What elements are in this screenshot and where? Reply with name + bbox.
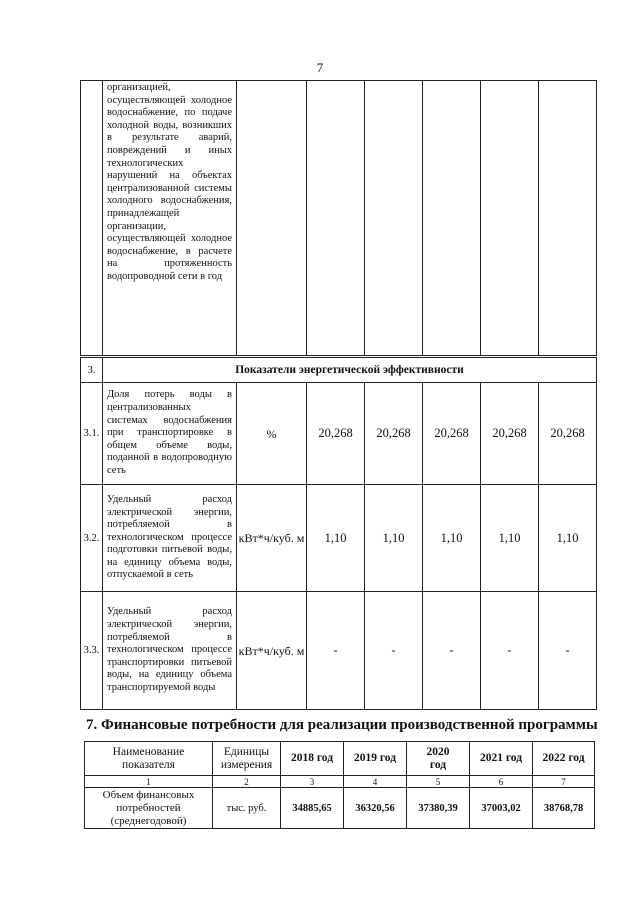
value-2019: -: [365, 592, 423, 710]
value-2019: 20,268: [365, 383, 423, 485]
value-2020: 37380,39: [407, 788, 470, 829]
section-title: Показатели энергетической эффективности: [103, 357, 597, 383]
value-2021: 37003,02: [470, 788, 533, 829]
section-row: [81, 357, 597, 383]
row-number-cell: [81, 81, 103, 357]
header-year-2021: 2021 год: [470, 742, 533, 776]
value-2020: -: [423, 592, 481, 710]
value-2022: 20,268: [539, 383, 597, 485]
financial-needs-table: [84, 741, 595, 829]
value-2022: 1,10: [539, 485, 597, 592]
indicator-description: Удельный расход электрической энергии, потребляемой в технологическом процессе подготовки питьевой воды, на единицу объема воды, отпускаемой в сеть: [103, 485, 237, 592]
index-cell: 5: [407, 776, 470, 788]
value-2018: -: [307, 592, 365, 710]
value-2021: -: [481, 592, 539, 710]
header-name: Наименование показателя: [85, 742, 213, 776]
row-number: 3.2.: [81, 485, 103, 592]
value-2019: 1,10: [365, 485, 423, 592]
index-cell: 7: [533, 776, 595, 788]
value-2021: 1,10: [481, 485, 539, 592]
indicator-unit: кВт*ч/куб. м: [237, 592, 307, 710]
index-cell: 1: [85, 776, 213, 788]
index-row: [85, 776, 595, 788]
indicator-unit: %: [237, 383, 307, 485]
index-cell: 3: [281, 776, 344, 788]
value-2019: 36320,56: [344, 788, 407, 829]
indicator-description: Доля потерь воды в централизованных системах водоснабжения при транспортировке в общем объеме воды, поданной в водопроводную сеть: [103, 383, 237, 485]
index-cell: 4: [344, 776, 407, 788]
header-unit: Единицы измерения: [213, 742, 281, 776]
table-row: [85, 788, 595, 829]
section-7-heading: 7. Финансовые потребности для реализации производственной программы: [86, 717, 598, 733]
table-row: [81, 485, 597, 592]
value-2022: 38768,78: [533, 788, 595, 829]
value-2020: 20,268: [423, 383, 481, 485]
index-cell: 2: [213, 776, 281, 788]
value-2022: -: [539, 592, 597, 710]
value-2021: 20,268: [481, 383, 539, 485]
header-row: [85, 742, 595, 776]
section-number: 3.: [81, 357, 103, 383]
row-number: 3.3.: [81, 592, 103, 710]
table-row: [81, 592, 597, 710]
value-2018: 34885,65: [281, 788, 344, 829]
header-year-2018: 2018 год: [281, 742, 344, 776]
financial-indicator-name: Объем финансовых потребностей (среднегодовой): [85, 788, 213, 829]
value-2018: 1,10: [307, 485, 365, 592]
header-year-2020: 2020 год: [407, 742, 470, 776]
indicators-table: [80, 80, 597, 710]
table-row-continued: [81, 81, 597, 357]
header-year-2022: 2022 год: [533, 742, 595, 776]
financial-indicator-unit: тыс. руб.: [213, 788, 281, 829]
value-2020: 1,10: [423, 485, 481, 592]
page-number: 7: [316, 60, 324, 75]
indicator-description: Удельный расход электрической энергии, потребляемой в технологическом процессе транспортировки питьевой воды, на единицу объема транспортируемой воды: [103, 592, 237, 710]
index-cell: 6: [470, 776, 533, 788]
continued-description: организацией, осуществляющей холодное водоснабжение, по подаче холодной воды, возникших в результате аварий, повреждений и иных технологических нарушений на объектах централизованной системы холодного водоснабжения, принадлежащей организации, осуществляющей холодное водоснабжение, в расчете на протяженность водопроводной сети в год: [103, 81, 237, 357]
indicator-unit: кВт*ч/куб. м: [237, 485, 307, 592]
value-2018: 20,268: [307, 383, 365, 485]
header-year-2019: 2019 год: [344, 742, 407, 776]
table-row: [81, 383, 597, 485]
row-number: 3.1.: [81, 383, 103, 485]
